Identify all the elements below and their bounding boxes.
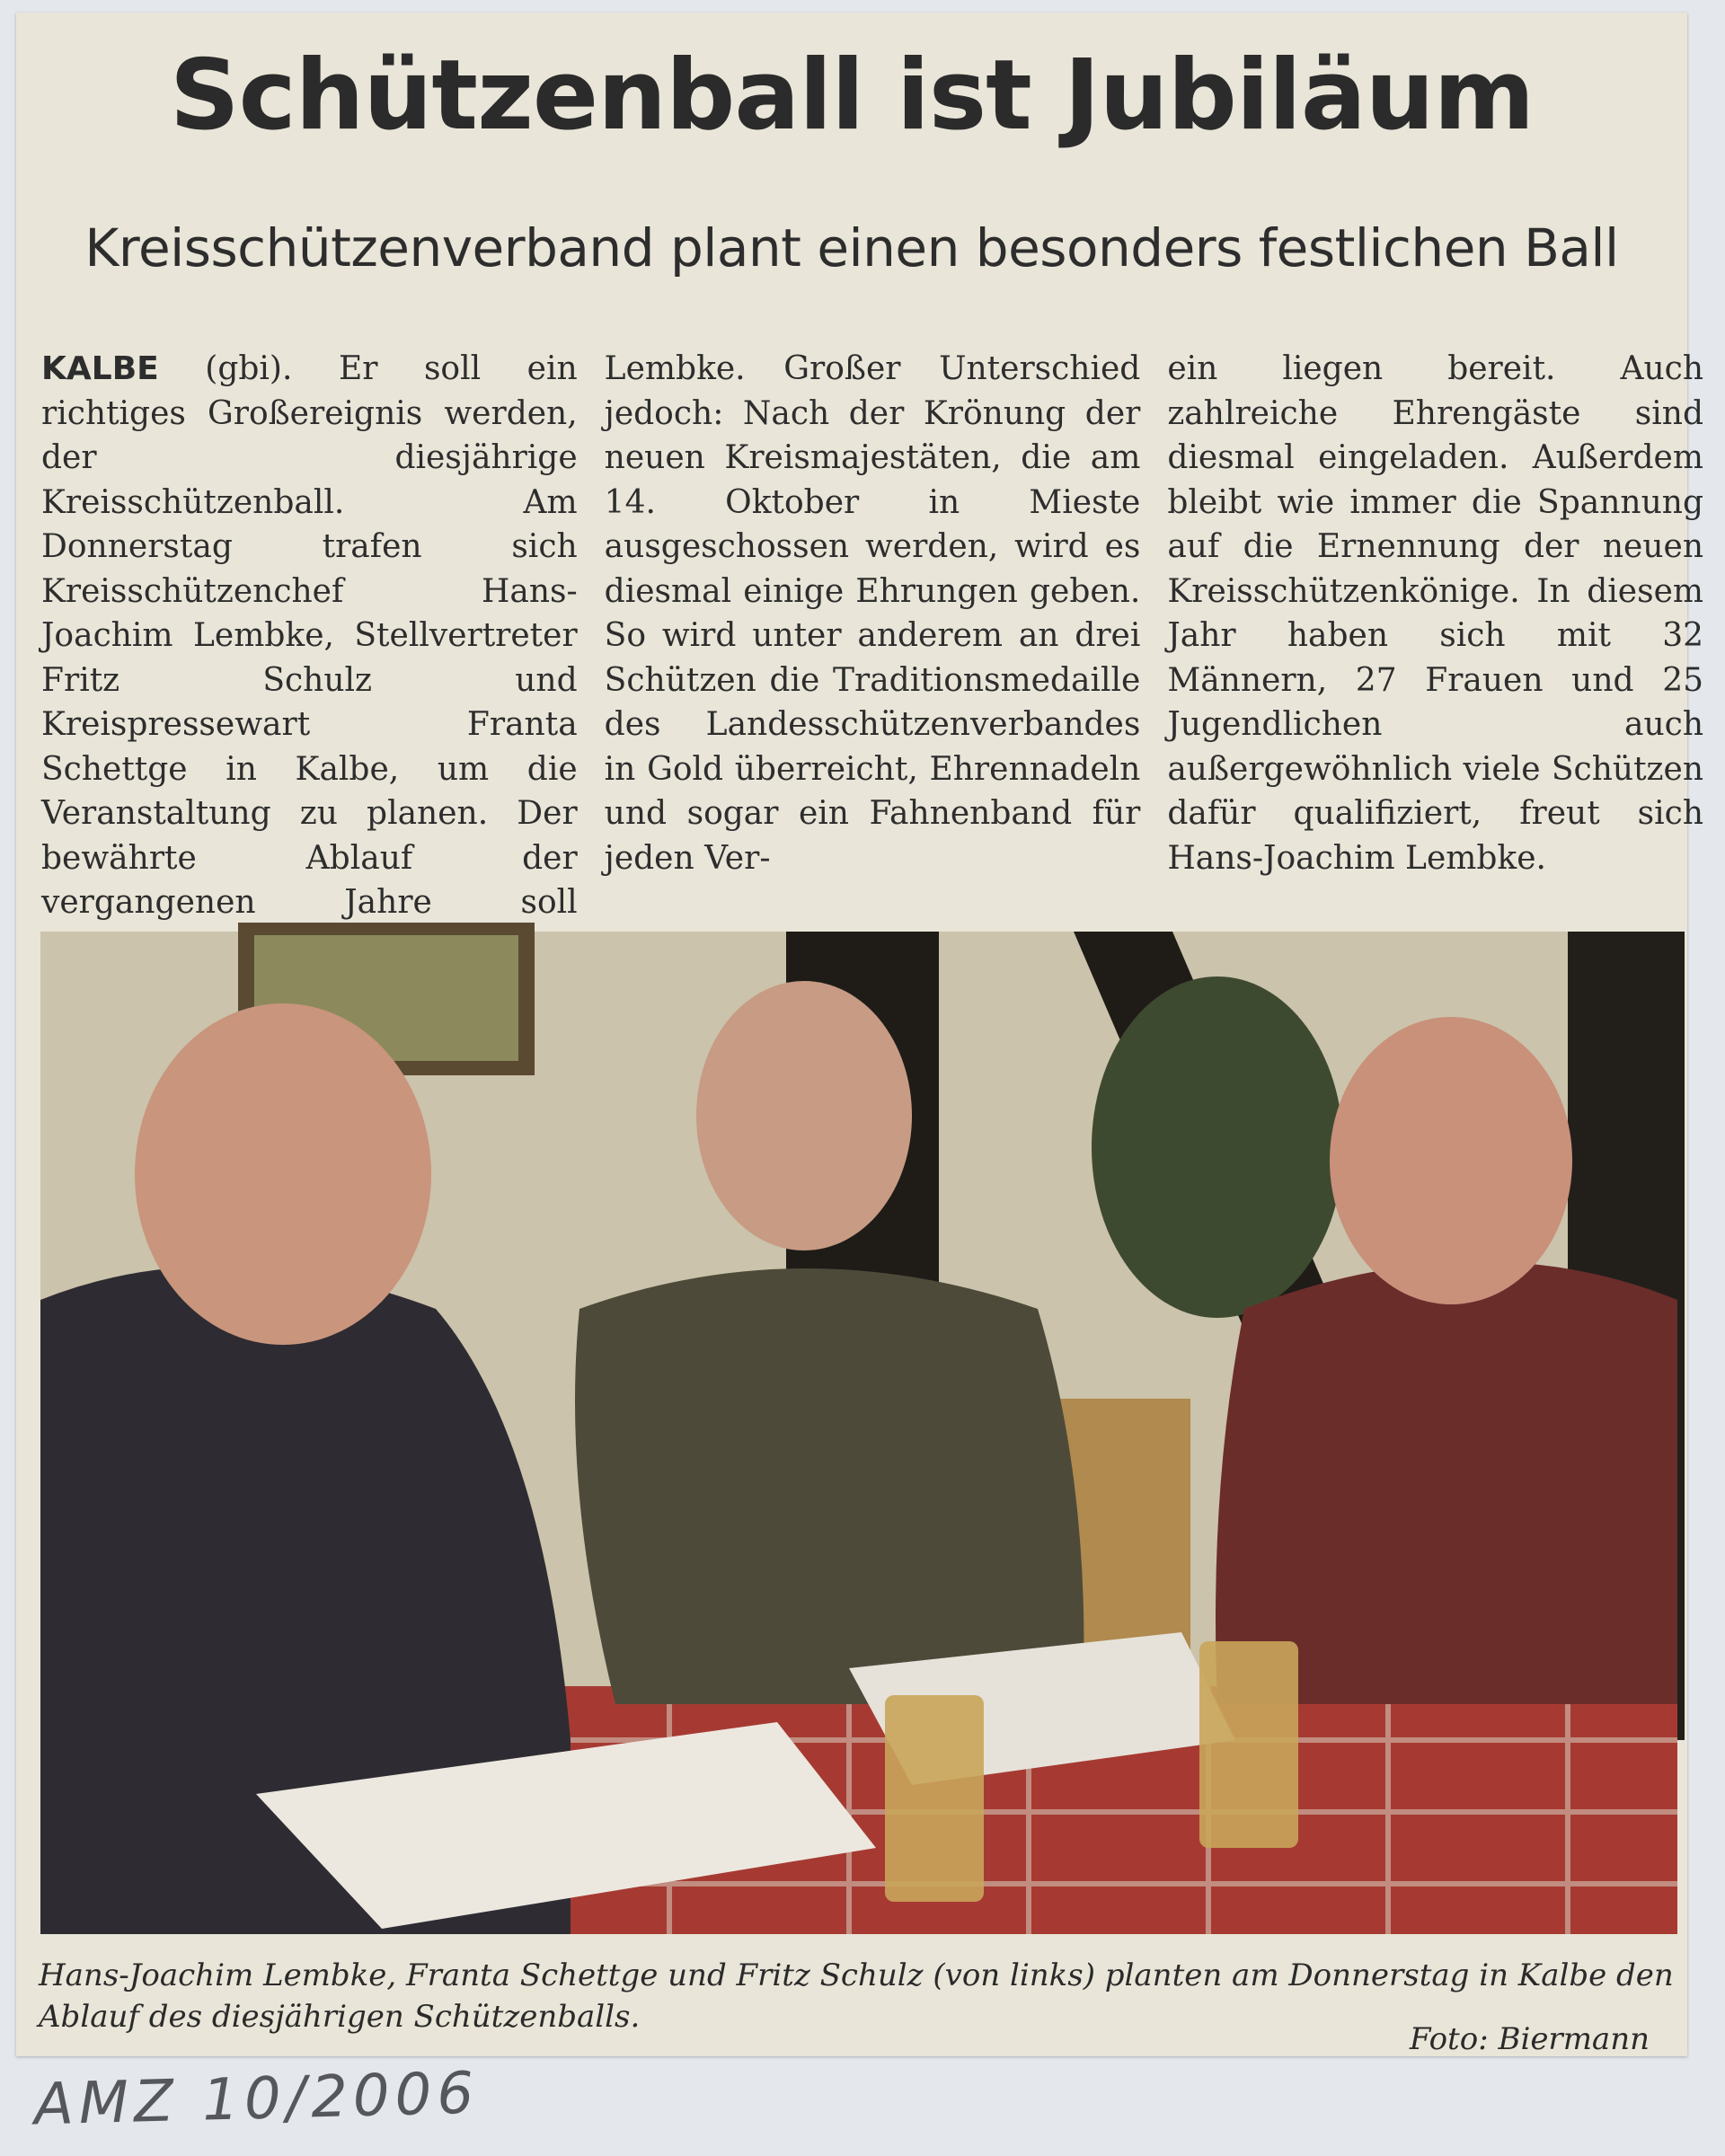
dateline: KALBE [41,350,159,387]
newspaper-clipping [16,13,1704,2057]
column-1-text: (gbi). Er soll ein richtiges Großereignis werden, der diesjährige Kreisschützenball. Am Donnerstag trafen sich Kreisschützenchef Hans-Joachim Lembke, Stellvertreter Fritz Schulz und Kreispressewart Franta Schettge in Kalbe, um die Veranstaltung zu planen. Der bewährte Ablauf der vergangenen Jahre soll [41,350,578,921]
middle-man-jacket [575,1268,1084,1704]
plant [1092,976,1343,1318]
photo-illustration [40,932,1677,1934]
beer-glass [1199,1641,1298,1848]
right-man-shirt [1216,1261,1677,1704]
article-column-3: ein liegen bereit. Auch zahlreiche Ehrengäste sind diesmal eingeladen. Außerdem bleibt wie immer die Spannung auf die Ernennung der neuen Kreisschützenkönige. In diesem Jahr haben sich mit 32 Männern, 27 Frauen und 25 Jugendlichen auch außergewöhnlich viele Schützen dafür qualifiziert, freut sich Hans-Joachim Lembke. [1167,350,1704,877]
article-column-2: Lembke. Großer Unterschied jedoch: Nach der Krönung der neuen Kreismajestäten, die am 14. Oktober in Mieste ausgeschossen werden, wird es diesmal einige Ehrungen geben. So wird unter anderem an drei Schützen die Traditionsmedaille des Landesschützenverbandes in Gold überreicht, Ehrennadeln und sogar ein Fahnenband für jeden Ver- [604,350,1141,877]
article-body [41,347,1704,921]
article-photo [40,932,1677,1934]
left-man-head [135,1003,431,1345]
headline: Schützenball ist Jubiläum [169,40,1535,152]
right-man-head [1330,1017,1572,1304]
photo-caption: Hans-Joachim Lembke, Franta Schettge und Fritz Schulz (von links) planten am Donnerstag in Kalbe den Ablauf des diesjährigen Schützenballs. [39,1957,1674,2035]
article-column-1 [41,347,578,921]
middle-man-head [696,981,912,1250]
photo-credit: Foto: Biermann [1409,2021,1650,2057]
handwritten-note: AMZ 10/2006 [33,2060,480,2139]
beer-glass [885,1695,984,1902]
subheadline: Kreisschützenverband plant einen besonders festlichen Ball [84,217,1619,278]
